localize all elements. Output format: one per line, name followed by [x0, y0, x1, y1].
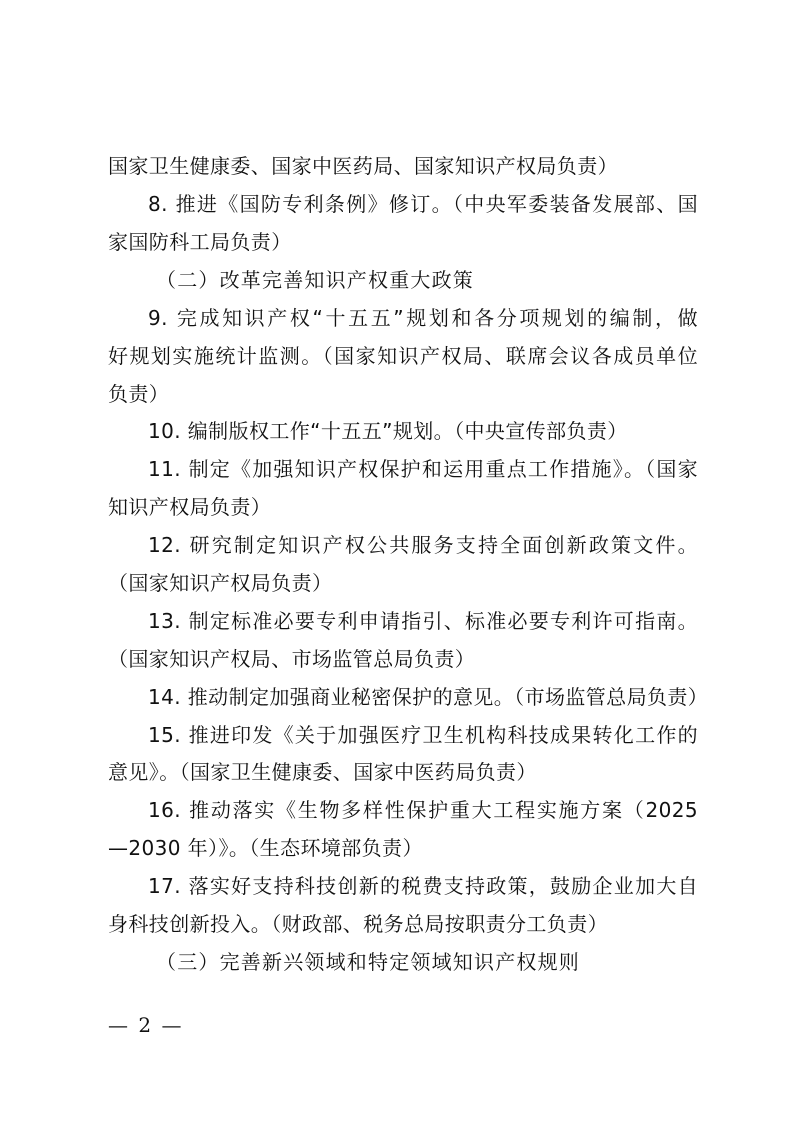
text-line: 8. 推进《国防专利条例》修订。（中央军委装备发展部、国 [148, 192, 698, 216]
text-line: 身科技创新投入。（财政部、税务总局按职责分工负责） [108, 912, 608, 936]
text-line: 10. 编制版权工作“十五五”规划。（中央宣传部负责） [148, 419, 628, 443]
text-line: 负责） [108, 382, 170, 406]
text-line: 11. 制定《加强知识产权保护和运用重点工作措施》。（国家 [148, 457, 698, 481]
section-heading: （三）完善新兴领域和特定领域知识产权规则 [156, 950, 580, 974]
text-line: 国家卫生健康委、国家中医药局、国家知识产权局负责） [108, 154, 618, 178]
text-line: 15. 推进印发《关于加强医疗卫生机构科技成果转化工作的 [148, 723, 698, 747]
text-line: 14. 推动制定加强商业秘密保护的意见。（市场监管总局负责） [148, 685, 709, 709]
section-heading: （二）改革完善知识产权重大政策 [156, 268, 474, 292]
text-line: （国家知识产权局、市场监管总局负责） [108, 647, 476, 671]
text-line: 16. 推动落实《生物多样性保护重大工程实施方案（2025 [148, 798, 698, 822]
text-line: 知识产权局负责） [108, 495, 272, 519]
text-line: 17. 落实好支持科技创新的税费支持政策，鼓励企业加大自 [148, 874, 698, 898]
text-line: 13. 制定标准必要专利申请指引、标准必要专利许可指南。 [148, 609, 698, 633]
text-line: —2030 年）》。（生态环境部负责） [108, 836, 423, 860]
page-number: — 2 — [108, 1013, 184, 1037]
text-line: 家国防科工局负责） [108, 230, 292, 254]
text-line: 12. 研究制定知识产权公共服务支持全面创新政策文件。 [148, 533, 698, 557]
text-line: 意见》。（国家卫生健康委、国家中医药局负责） [108, 760, 537, 784]
text-line: 好规划实施统计监测。（国家知识产权局、联席会议各成员单位 [108, 344, 698, 368]
text-line: 9. 完成知识产权“十五五”规划和各分项规划的编制，做 [148, 306, 698, 330]
text-line: （国家知识产权局负责） [108, 571, 333, 595]
